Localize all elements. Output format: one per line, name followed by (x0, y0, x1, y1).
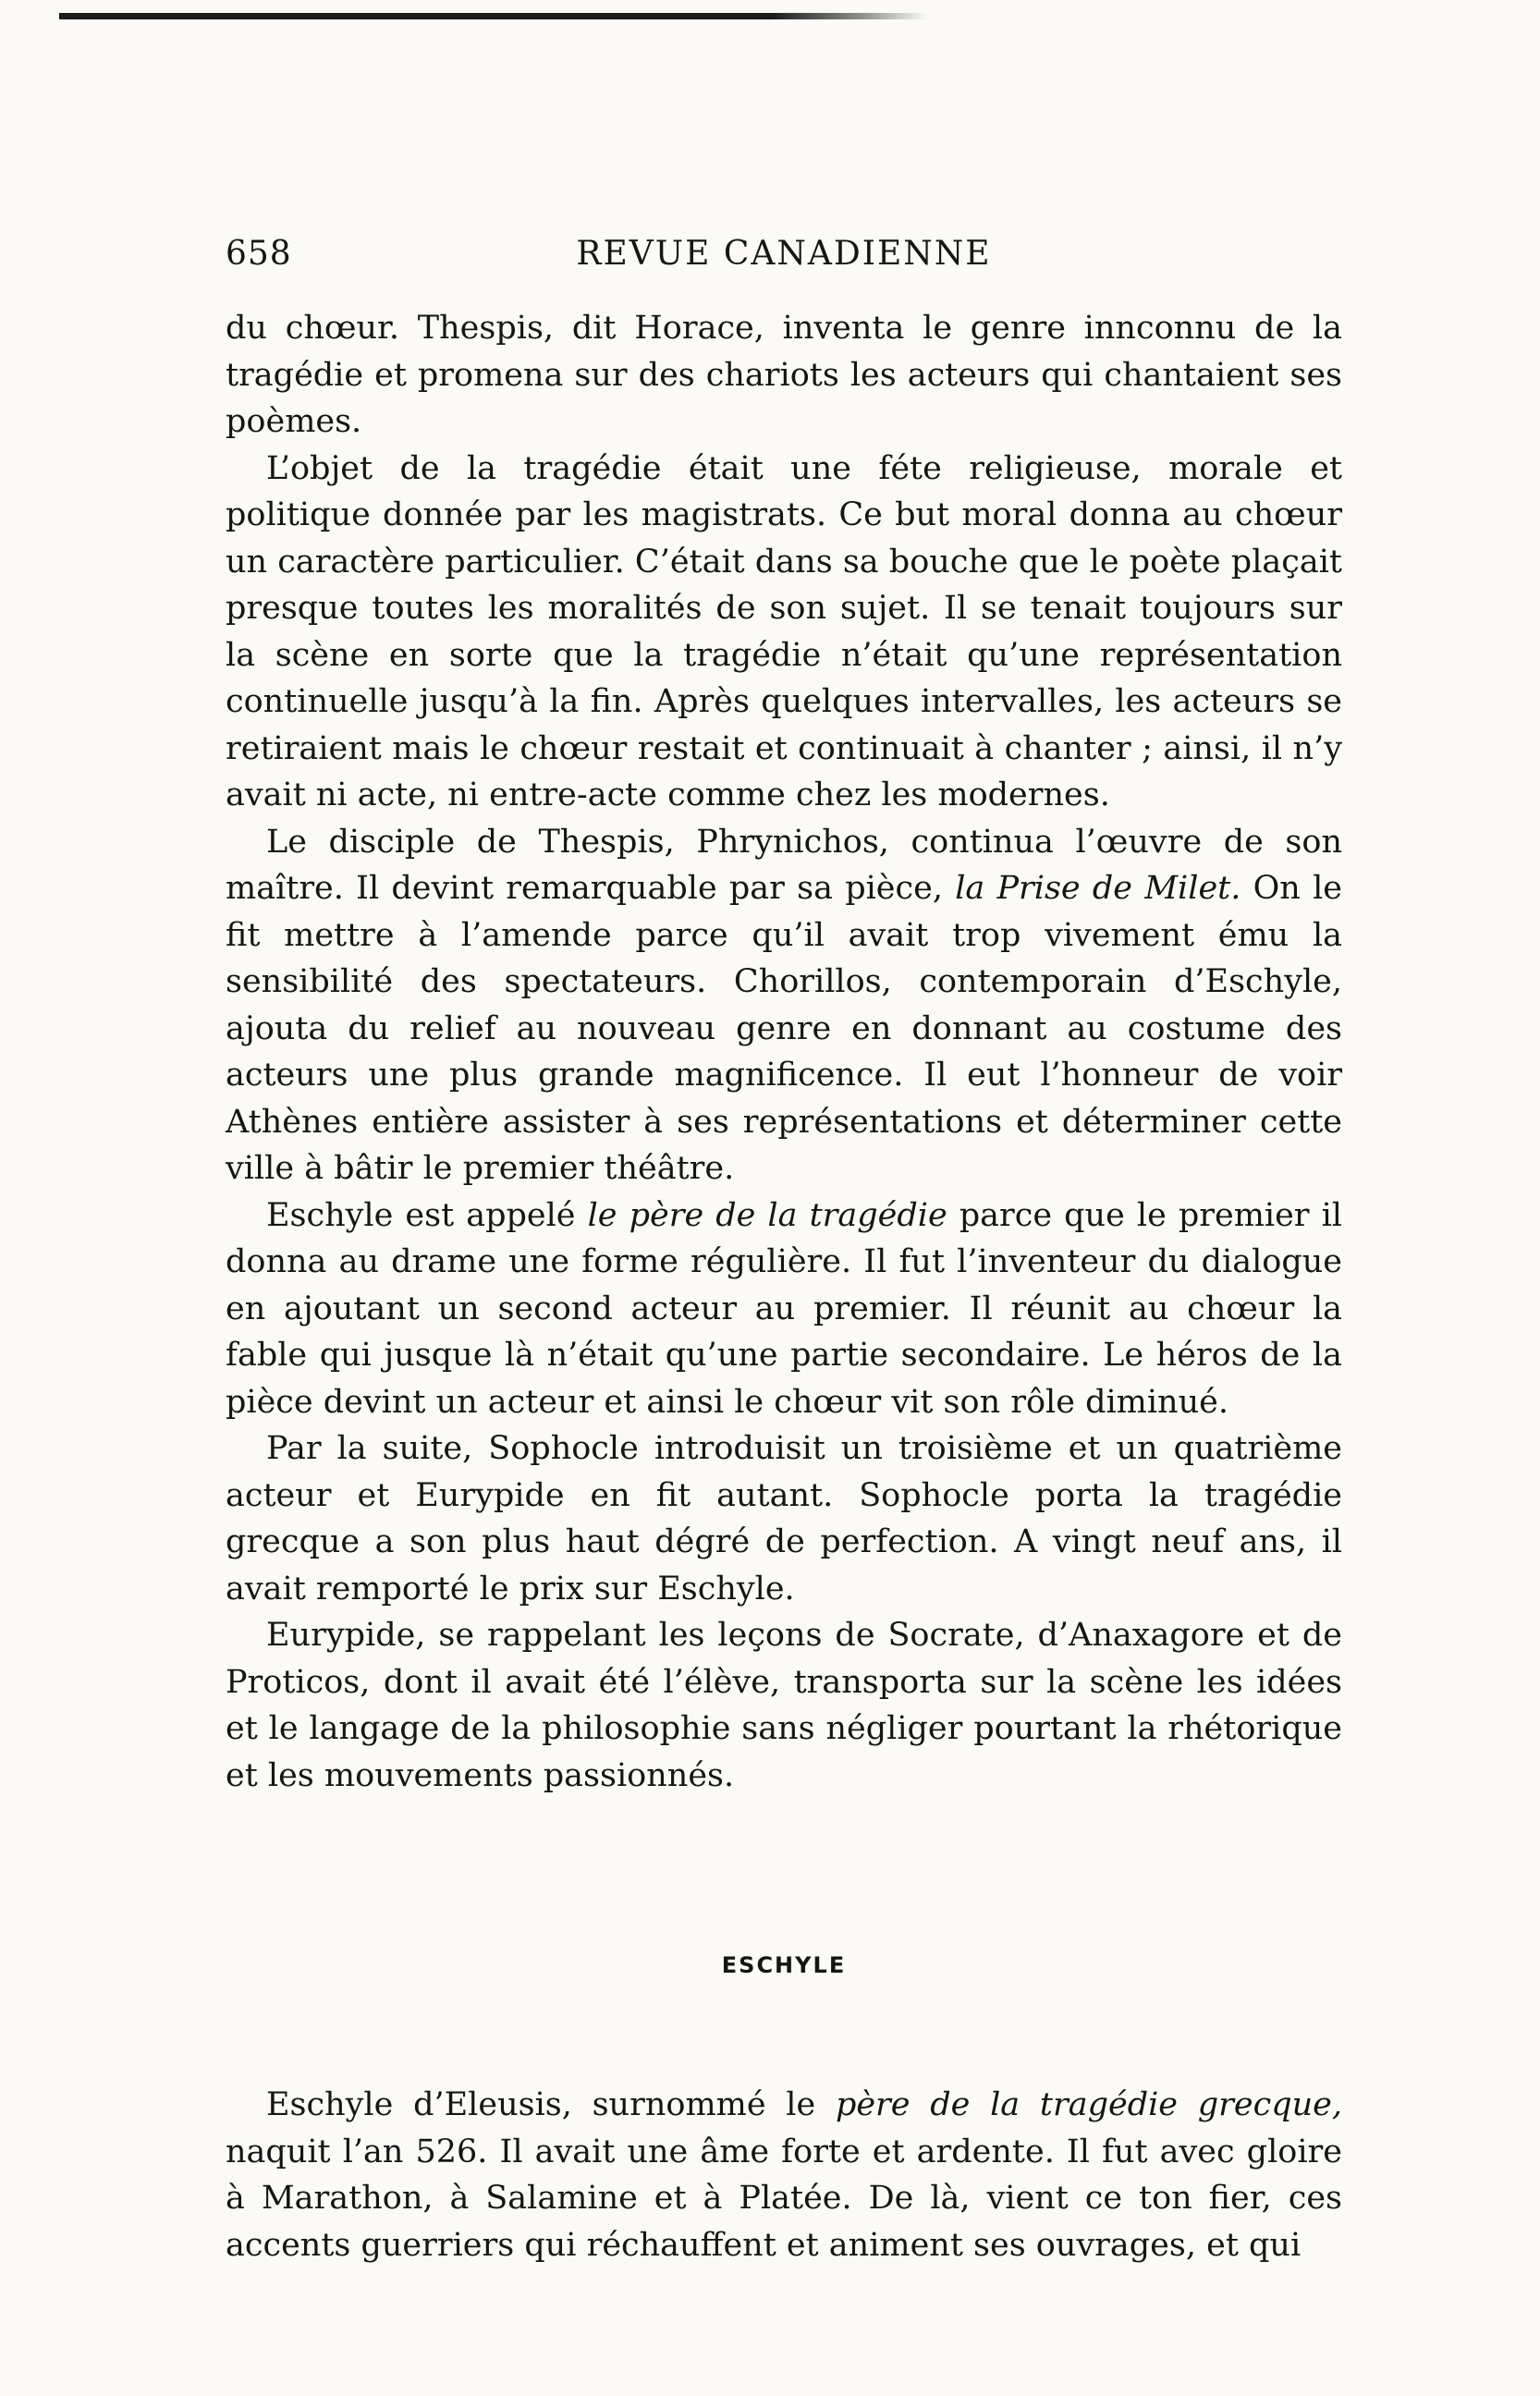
paragraph-5 (226, 1425, 1342, 1612)
paragraph-3-text-before: Le disciple de Thespis, Phrynichos, continua l’œuvre de son maître. Il devint remarquable par sa pièce, (226, 823, 1342, 907)
paragraph-6-text: Eurypide, se rappelant les leçons de Socrate, d’Anaxagore et de Proticos, dont il avait été l’élève, transporta sur la scène les idées et le langage de la philosophie sans négliger pourtant la rhétorique et les mouvements passionnés. (226, 1617, 1342, 1794)
running-title: REVUE CANADIENNE (576, 235, 992, 273)
paragraph-1-text: du chœur. Thespis, dit Horace, inventa le genre innconnu de la tragédie et promena sur des chariots les acteurs qui chantaient ses poèmes. (226, 310, 1342, 440)
paragraph-4-italic-phrase: le père de la tragédie (587, 1196, 947, 1234)
top-rule (59, 13, 928, 19)
body-text (226, 305, 1342, 1799)
section-paragraph (226, 2082, 1342, 2268)
paragraph-2-text: L’objet de la tragédie était une féte religieuse, morale et politique donnée par les magistrats. Ce but moral donna au chœur un caractère particulier. C’était dans sa bouche que le poète plaçait presque toutes les moralités de son sujet. Il se tenait toujours sur la scène en sorte que la tragédie n’était qu’une représentation continuelle jusqu’à la fin. Après quelques intervalles, les acteurs se retiraient mais le chœur restait et continuait à chanter ; ainsi, il n’y avait ni acte, ni entre-acte comme chez les modernes. (226, 449, 1342, 813)
paragraph-3-text-after: On le fit mettre à l’amende parce qu’il avait trop vivement ému la sensibilité des spectateurs. Chorillos, contemporain d’Eschyle, ajouta du relief au nouveau genre en donnant au costume des acteurs une plus grande magnificence. Il eut l’honneur de voir Athènes entière assister à ses représentations et déterminer cette ville à bâtir le premier théâtre. (226, 870, 1342, 1187)
page-number: 658 (226, 235, 292, 273)
paragraph-3 (226, 819, 1342, 1192)
section-text (226, 2082, 1342, 2268)
paragraph-2 (226, 446, 1342, 819)
page-header (226, 231, 1342, 287)
section-paragraph-italic-phrase: père de la tragédie grecque, (835, 2086, 1342, 2123)
paragraph-4-text-before: Eschyle est appelé (266, 1196, 588, 1234)
section-paragraph-text-before: Eschyle d’Eleusis, surnommé le (266, 2086, 836, 2123)
paragraph-5-text: Par la suite, Sophocle introduisit un troisième et un quatrième acteur et Eurypide en fit autant. Sophocle porta la tragédie grecque a son plus haut dégré de perfection. A vingt neuf ans, il avait remporté le prix sur Eschyle. (226, 1430, 1342, 1608)
paragraph-6 (226, 1612, 1342, 1799)
paragraph-4 (226, 1192, 1342, 1426)
paragraph-1 (226, 305, 1342, 446)
section-heading: ESCHYLE (721, 1952, 847, 1978)
paragraph-4-text-after: parce que le premier il donna au drame une forme régulière. Il fut l’inventeur du dialogue en ajoutant un second acteur au premier. Il réunit au chœur la fable qui jusque là n’était qu’une partie secondaire. Le héros de la pièce devint un acteur et ainsi le chœur vit son rôle diminué. (226, 1196, 1343, 1421)
paragraph-3-italic-title: la Prise de Milet. (955, 870, 1241, 907)
section-paragraph-text-after: naquit l’an 526. Il avait une âme forte et ardente. Il fut avec gloire à Marathon, à Salamine et à Platée. De là, vient ce ton fier, ces accents guerriers qui réchauffent et animent ses ouvrages, et qui (226, 2133, 1342, 2264)
